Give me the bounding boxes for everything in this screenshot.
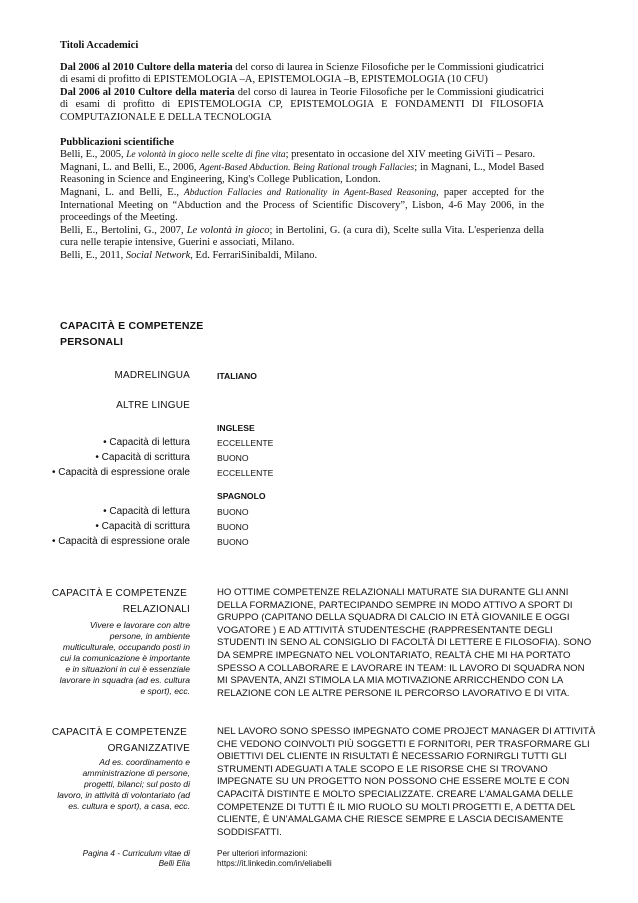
organizzative-description: Ad es. coordinamento e amministrazione di persone, progetti, bilanci; sul posto di lavoro, in attività di volontariato (ad es. cultura e sport), a casa, ecc. xyxy=(57,757,190,811)
relazionali-label: CAPACITÀ E COMPETENZE RELAZIONALI xyxy=(51,588,190,615)
publication-item: Belli, E., 2005, Le volontà in gioco nelle scelte di fine vita; presentato in occasione del XIV meeting GiViTi – Pesaro. xyxy=(60,149,536,161)
skill-label: • Capacità di lettura xyxy=(103,437,190,448)
skill-value: ECCELLENTE xyxy=(217,468,274,478)
relazionali-description: Vivere e lavorare con altre persone, in ambiente multiculturale, occupando posti in cui la comunicazione è importante e in situazioni in cui è essenziale lavorare in squadra (ad es. cultura e sport), ecc. xyxy=(59,620,190,696)
skill-label: • Capacità di espressione orale xyxy=(51,467,190,478)
skill-label: • Capacità di espressione orale xyxy=(51,536,190,547)
organizzative-text: NEL LAVORO SONO SPESSO IMPEGNATO COME PROJECT MANAGER DI ATTIVITÀ CHE VEDONO COINVOLTI PIÙ SOGGETTI E FORNITORI, PER TRASFORMARE GLI OBIETTIVI DEL CLIENTE IN RISULTATI È NECESSARIO FORNIRGLI TUTTI GLI STRUMENTI ADEGUATI A TALE SCOPO E LE RISORSE CHE SI TROVANO IMPEGNATE SU UN PROGETTO NON POSSONO CHE ESSERE MOLTE E CON CAPACITÀ DISTINTE E MOLTO SPECIALIZZATE. CREARE L'AMALGAMA DELLE COMPETENZE DI TUTTI È IL MIO RUOLO SU MOLTI PROGETTI E, A DETTA DEL CLIENTE, È UN'AMALGAMA CHE RIESCE SEMPRE E LASCIA DECISAMENTE SODDISFATTI. xyxy=(217,726,596,838)
publication-item: Magnani, L. and Belli, E., Abduction Fallacies and Rationality in Agent-Based Reasoning, paper accepted for the International Meeting on “Abduction and the Process of Scientific Discovery”, Lisbon, 4-6 May 2006, in the proceedings of the Meeting. xyxy=(60,186,544,224)
publication-item: Belli, E., Bertolini, G., 2007, Le volontà in gioco; in Bertolini, G. (a cura di), Scelte sulla Vita. L'esperienza della cura nelle terapie intensive, Guerini e associati, Milano. xyxy=(60,224,544,249)
skill-value: BUONO xyxy=(217,537,249,547)
publication-item: Magnani, L. and Belli, E., 2006, Agent-Based Abduction. Being Rational trough Fallacies; in Magnani, L., Model Based Reasoning in Science and Engineering, King's College Publication, London. xyxy=(60,161,544,186)
skill-value: BUONO xyxy=(217,453,249,463)
madrelingua-value: ITALIANO xyxy=(217,371,257,381)
language-name-inglese: INGLESE xyxy=(217,423,255,433)
capacita-title: CAPACITÀ E COMPETENZE PERSONALI xyxy=(60,320,204,348)
titoli-entry-1: Dal 2006 al 2010 Cultore della materia del corso di laurea in Scienze Filosofiche per le Commissioni giudicatrici di esami di profitto di EPISTEMOLOGIA –A, EPISTEMOLOGIA –B, EPISTEMOLOGIA (10 CFU) xyxy=(60,61,544,86)
skill-value: BUONO xyxy=(217,507,249,517)
publication-item: Belli, E., 2011, Social Network, Ed. FerrariSinibaldi, Milano. xyxy=(60,249,318,261)
organizzative-label: CAPACITÀ E COMPETENZE ORGANIZZATIVE xyxy=(51,727,190,754)
skill-label: • Capacità di scrittura xyxy=(95,521,190,532)
titoli-heading: Titoli Accademici xyxy=(60,40,139,51)
linkedin-link[interactable]: https://it.linkedin.com/in/eliabelli xyxy=(217,859,332,869)
altre-lingue-label: ALTRE LINGUE xyxy=(116,400,190,411)
skill-value: BUONO xyxy=(217,522,249,532)
skill-label: • Capacità di scrittura xyxy=(95,452,190,463)
titoli-entry-2: Dal 2006 al 2010 Cultore della materia del corso di laurea in Teorie Filosofiche per le Commissioni giudicatrici di esami di profitto di EPISTEMOLOGIA CP, EPISTEMOLOGIA E FONDAMENTI DI FILOSOFIA COMPUTAZIONALE E DELLA TECNOLOGIA xyxy=(60,86,544,123)
relazionali-text: HO OTTIME COMPETENZE RELAZIONALI MATURATE SIA DURANTE GLI ANNI DELLA FORMAZIONE, PARTECIPANDO SEMPRE IN MODO ATTIVO A SPORT DI GRUPPO (CAPITANO DELLA SQUADRA DI CALCIO IN ETÀ GIOVANILE E OGGI VOGATORE ) E AD ATTIVITÀ STUDENTESCHE (RAPPRESENTANTE DEGLI STUDENTI IN SENO AL CONSIGLIO DI FACOLTÀ DI LETTERE E FILOSOFIA). SONO DA SEMPRE IMPEGNATO NEL VOLONTARIATO, REALTÀ CHE MI HA PORTATO SPESSO A COLLABORARE E LAVORARE IN TEAM: IL LAVORO DI SQUADRA NON MI SPAVENTA, ANZI STIMOLA LA MIA MOTIVAZIONE ARRICCHENDO CON LA RELAZIONE CON LE ALTRE PERSONE IL PERCORSO LAVORATIVO E DI VITA. xyxy=(217,587,592,699)
madrelingua-label: MADRELINGUA xyxy=(114,370,190,381)
footer-contact: Per ulteriori informazioni: https://it.linkedin.com/in/eliabelli xyxy=(217,849,332,869)
academic-section xyxy=(60,40,544,263)
footer-page-info: Pagina 4 - Curriculum vitae di Belli Elia xyxy=(82,849,190,869)
skill-label: • Capacità di lettura xyxy=(103,506,190,517)
skill-value: ECCELLENTE xyxy=(217,438,274,448)
pubblicazioni-heading: Pubblicazioni scientifiche xyxy=(60,136,175,148)
language-name-spagnolo: SPAGNOLO xyxy=(217,491,266,501)
